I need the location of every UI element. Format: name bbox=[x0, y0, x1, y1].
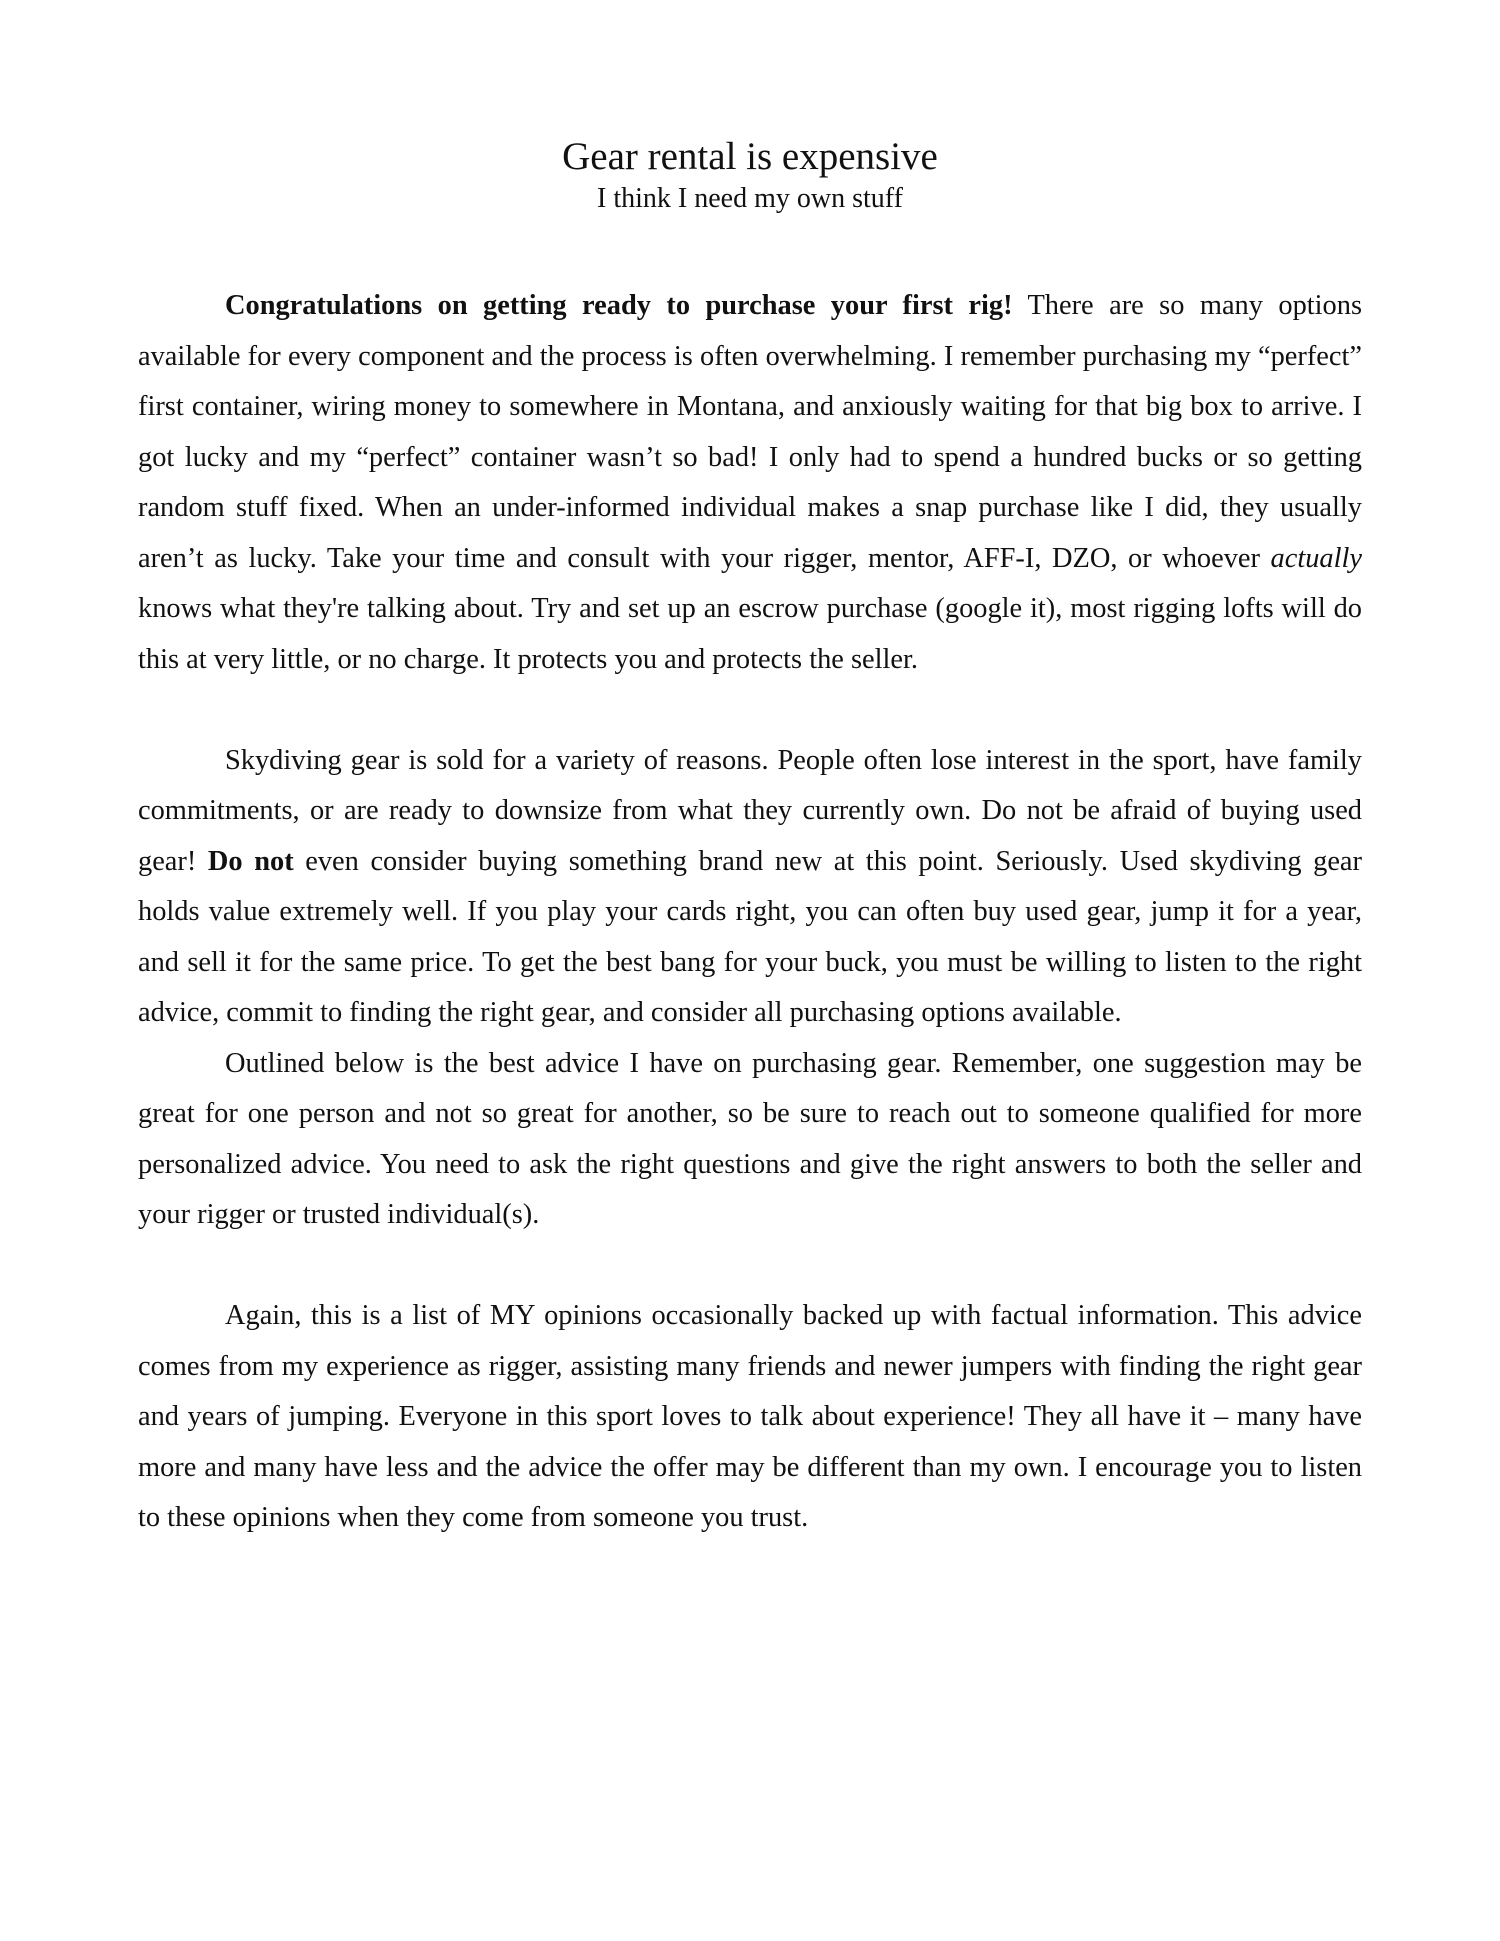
paragraph-1-text-b: knows what they're talking about. Try and set up an escrow purchase (google it), most rigging lofts will do this at very little, or no charge. It protects you and protects the seller. bbox=[138, 593, 1362, 675]
paragraph-2-text-a: Skydiving gear is sold for a variety of reasons. People often lose interest in the sport, have family commitments, or are ready to downsize from what they currently own. Do not be afraid of buying used gear! bbox=[138, 744, 1362, 877]
paragraph-3 bbox=[138, 1039, 1362, 1241]
paragraph-1-bold-lead: Congratulations on getting ready to purchase your first rig! bbox=[225, 290, 1013, 321]
page-title: Gear rental is expensive bbox=[562, 135, 938, 178]
paragraph-1-italic-word: actually bbox=[1270, 542, 1362, 574]
document-body bbox=[138, 281, 1362, 1544]
paragraph-3-text: Outlined below is the best advice I have on purchasing gear. Remember, one suggestion may be great for one person and not so great for another, so be sure to reach out to someone qualified for more personalized advice. You need to ask the right questions and give the right answers to both the seller and your rigger or trusted individual(s). bbox=[138, 1047, 1362, 1230]
page-subtitle: I think I need my own stuff bbox=[597, 183, 903, 214]
paragraph-1-text-a: There are so many options available for every component and the process is often overwhelming. I remember purchasing my “perfect” first container, wiring money to somewhere in Montana, and anxiously waiting for that big box to arrive. I got lucky and my “perfect” container wasn’t so bad! I only had to spend a hundred bucks or so getting random stuff fixed. When an under-informed individual makes a snap purchase like I did, they usually aren’t as lucky. Take your time and consult with your rigger, mentor, AFF-I, DZO, or whoever bbox=[138, 290, 1362, 574]
paragraph-1 bbox=[138, 281, 1362, 685]
paragraph-4-text: Again, this is a list of MY opinions occasionally backed up with factual information. This advice comes from my experience as rigger, assisting many friends and newer jumpers with finding the right gear and years of jumping. Everyone in this sport loves to talk about experience! They all have it – many have more and many have less and the advice the offer may be different than my own. I encourage you to listen to these opinions when they come from someone you trust. bbox=[138, 1300, 1362, 1533]
paragraph-2-text-b: even consider buying something brand new at this point. Seriously. Used skydiving gear holds value extremely well. If you play your cards right, you can often buy used gear, jump it for a year, and sell it for the same price. To get the best bang for your buck, you must be willing to listen to the right advice, commit to finding the right gear, and consider all purchasing options available. bbox=[138, 845, 1362, 1028]
paragraph-2 bbox=[138, 736, 1362, 1039]
paragraph-2-bold-phrase: Do not bbox=[207, 845, 294, 877]
paragraph-4 bbox=[138, 1291, 1362, 1544]
